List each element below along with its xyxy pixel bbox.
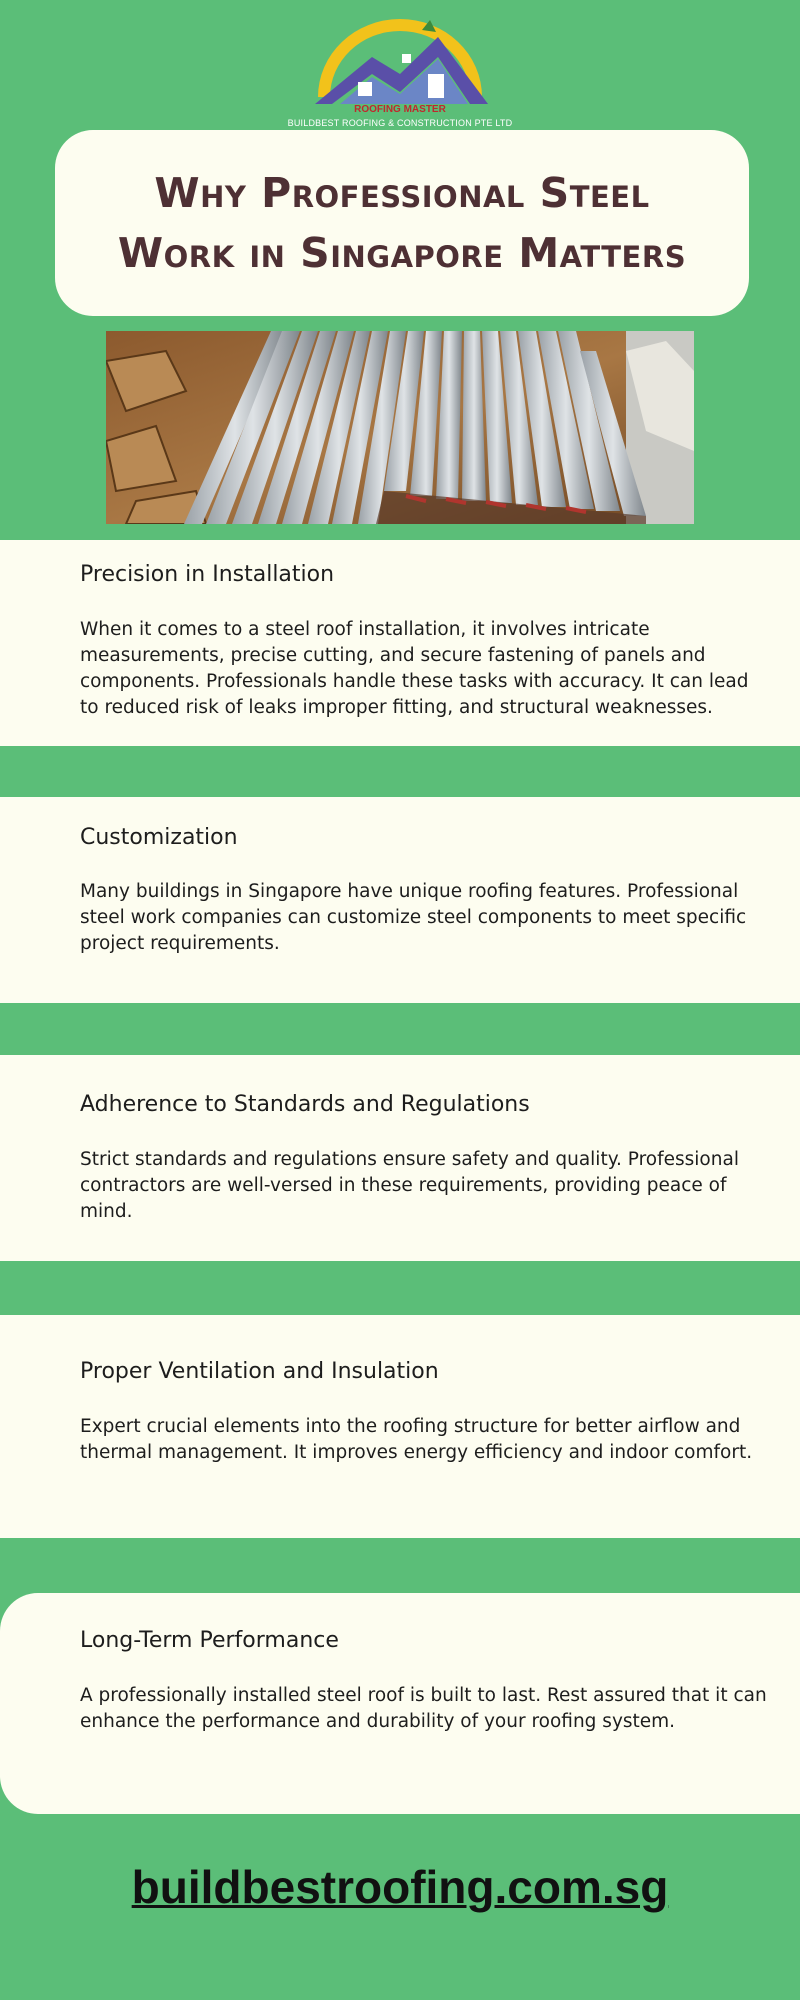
section-standards-regulations	[0, 1055, 800, 1261]
section-heading: Adherence to Standards and Regulations	[80, 1092, 530, 1117]
title-line-2: Work in Singapore Matters	[117, 229, 687, 277]
section-long-term-performance	[0, 1593, 800, 1814]
steel-pipes-photo	[106, 331, 694, 524]
section-body: When it comes to a steel roof installation, it involves intricate measurements, precise cutting, and secure fastening of panels and components. Professionals handle these tasks with accuracy. It can lead to reduced risk of leaks improper fitting, and structural weaknesses.	[80, 619, 749, 718]
logo-company-text: BUILDBEST ROOFING & CONSTRUCTION PTE LTD	[287, 118, 513, 128]
section-heading: Proper Ventilation and Insulation	[80, 1359, 439, 1384]
house-roof-logo-icon	[310, 12, 490, 107]
section-body: Many buildings in Singapore have unique roofing features. Professional steel work companies can customize steel components to meet specific project requirements.	[80, 881, 747, 954]
company-logo	[0, 0, 800, 130]
section-heading: Precision in Installation	[80, 562, 335, 587]
section-heading: Long-Term Performance	[80, 1628, 339, 1653]
title-card	[55, 130, 749, 316]
section-body: Strict standards and regulations ensure safety and quality. Professional contractors are well-versed in these requirements, providing peace of mind.	[80, 1149, 739, 1222]
section-body: Expert crucial elements into the roofing structure for better airflow and thermal management. It improves energy efficiency and indoor comfort.	[80, 1416, 753, 1463]
section-precision-installation	[0, 540, 800, 746]
logo-brand-text: ROOFING MASTER	[354, 104, 446, 115]
website-link[interactable]: buildbestroofing.com.sg	[131, 1861, 669, 1913]
section-ventilation-insulation	[0, 1315, 800, 1538]
section-customization	[0, 797, 800, 1003]
section-heading: Customization	[80, 825, 238, 850]
page-title	[118, 163, 686, 283]
title-line-1: Why Professional Steel	[154, 169, 650, 217]
section-body: A professionally installed steel roof is built to last. Rest assured that it can enhance the performance and durability of your roofing system.	[80, 1685, 767, 1732]
